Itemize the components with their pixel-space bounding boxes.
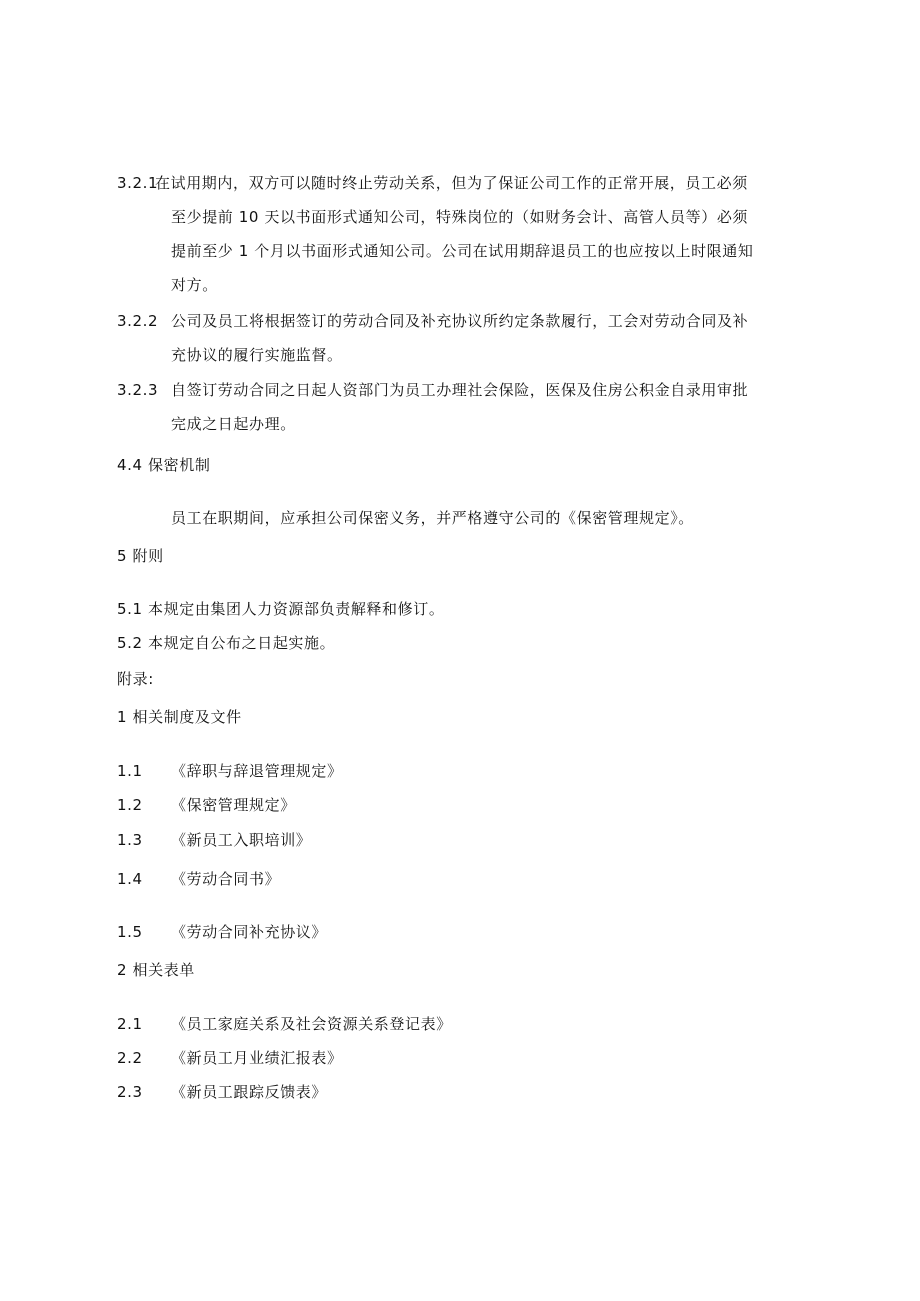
item-number: 1.4 [117, 870, 143, 888]
item-title: 《新员工月业绩汇报表》 [171, 1049, 343, 1067]
clause-number: 3.2.3 [117, 381, 159, 399]
clause-text: 至少提前 10 天以书面形式通知公司，特殊岗位的（如财务会计、高管人员等）必须 [171, 208, 749, 226]
item-title: 《保密管理规定》 [171, 796, 296, 814]
clause-text: 充协议的履行实施监督。 [171, 346, 343, 364]
item-title: 《劳动合同补充协议》 [171, 923, 328, 941]
heading-text: 1 相关制度及文件 [117, 708, 242, 726]
item-title: 《新员工跟踪反馈表》 [171, 1083, 328, 1101]
item-number: 1.3 [117, 831, 143, 849]
item-number: 2.1 [117, 1015, 143, 1033]
item-number: 1.2 [117, 796, 143, 814]
item-title: 《员工家庭关系及社会资源关系登记表》 [171, 1015, 452, 1033]
clause-text: 公司及员工将根据签订的劳动合同及补充协议所约定条款履行，工会对劳动合同及补 [171, 312, 749, 330]
label-text: 附录: [117, 670, 154, 688]
item-number: 1.1 [117, 762, 143, 780]
clause-text: 在试用期内，双方可以随时终止劳动关系，但为了保证公司工作的正常开展，员工必须 [155, 174, 748, 192]
heading-text: 5 附则 [117, 547, 164, 565]
clause-text: 对方。 [171, 276, 218, 294]
clause-text: 自签订劳动合同之日起人资部门为员工办理社会保险，医保及住房公积金自录用审批 [171, 381, 749, 399]
rule-text: 5.1 本规定由集团人力资源部负责解释和修订。 [117, 600, 445, 618]
item-title: 《新员工入职培训》 [171, 831, 312, 849]
clause-number: 3.2.2 [117, 312, 159, 330]
clause-number: 3.2.1 [117, 174, 159, 192]
heading-text: 4.4 保密机制 [117, 456, 211, 474]
item-title: 《劳动合同书》 [171, 870, 281, 888]
item-number: 2.3 [117, 1083, 143, 1101]
clause-text: 提前至少 1 个月以书面形式通知公司。公司在试用期辞退员工的也应按以上时限通知 [171, 242, 754, 260]
item-number: 1.5 [117, 923, 143, 941]
clause-text: 完成之日起办理。 [171, 415, 296, 433]
item-title: 《辞职与辞退管理规定》 [171, 762, 343, 780]
paragraph-text: 员工在职期间，应承担公司保密义务，并严格遵守公司的《保密管理规定》。 [171, 509, 694, 527]
heading-text: 2 相关表单 [117, 961, 195, 979]
rule-text: 5.2 本规定自公布之日起实施。 [117, 634, 336, 652]
item-number: 2.2 [117, 1049, 143, 1067]
